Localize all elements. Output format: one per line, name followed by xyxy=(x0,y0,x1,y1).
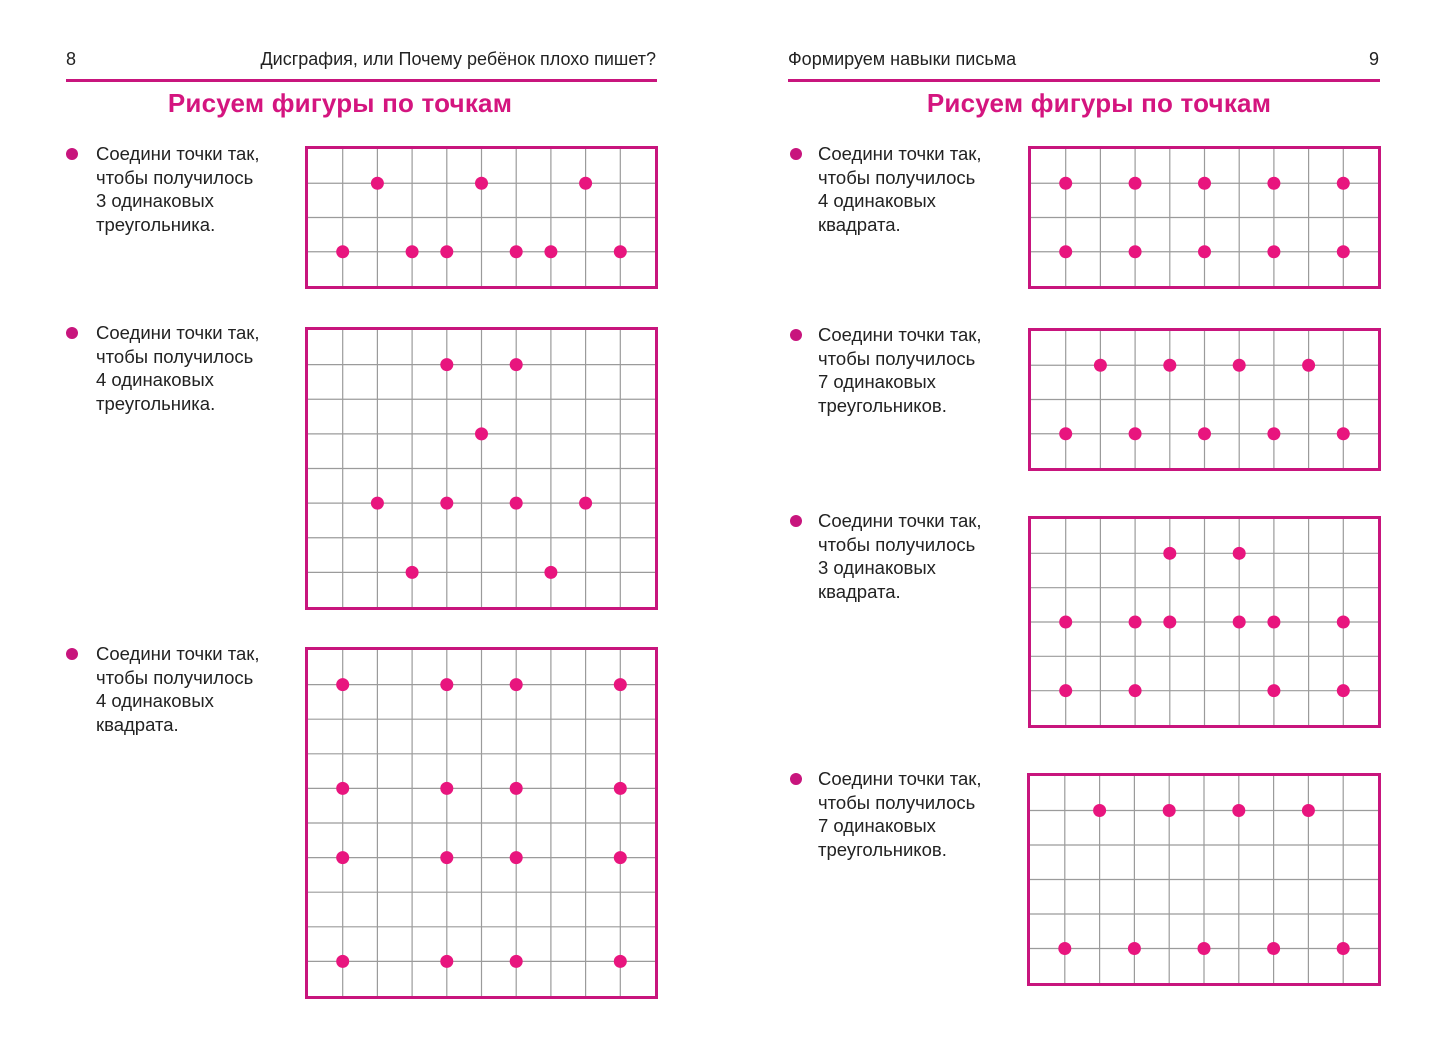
grid-dot[interactable] xyxy=(1267,684,1280,697)
grid-dot[interactable] xyxy=(1233,616,1246,629)
task-line: Соедини точки так, xyxy=(818,143,982,164)
task-line: 4 одинаковых xyxy=(96,690,214,711)
task-line: 4 одинаковых xyxy=(96,369,214,390)
task-line: 3 одинаковых xyxy=(818,557,936,578)
grid-dot[interactable] xyxy=(510,782,523,795)
grid-dot[interactable] xyxy=(614,782,627,795)
grid-dot[interactable] xyxy=(336,245,349,258)
task-bullet xyxy=(790,515,802,527)
grid-canvas xyxy=(1031,519,1378,725)
grid-dot[interactable] xyxy=(510,955,523,968)
task-bullet xyxy=(66,148,78,160)
page-title: Рисуем фигуры по точкам xyxy=(167,88,513,118)
grid-dot[interactable] xyxy=(1163,547,1176,560)
task-line: треугольника. xyxy=(96,392,216,414)
right-page xyxy=(722,0,1445,1051)
task-instructions xyxy=(96,321,260,415)
task-line: Соедини точки так, xyxy=(818,510,982,531)
task-line: 3 одинаковых xyxy=(96,190,214,211)
task-line: 4 одинаковых xyxy=(818,190,936,211)
task-line: Соедини точки так, xyxy=(818,324,982,345)
grid-dot[interactable] xyxy=(1059,177,1072,190)
task-line: треугольников. xyxy=(818,838,947,860)
task-instructions xyxy=(818,142,982,236)
task-line: Соедини точки так, xyxy=(96,143,260,164)
grid-dot[interactable] xyxy=(1337,616,1350,629)
grid-dot[interactable] xyxy=(336,678,349,691)
grid-dot[interactable] xyxy=(1129,427,1142,440)
task-line: чтобы получилось xyxy=(818,791,976,813)
dot-grid[interactable] xyxy=(1028,146,1381,289)
task-bullet xyxy=(790,773,802,785)
grid-dot[interactable] xyxy=(336,782,349,795)
task-line: Соедини точки так, xyxy=(96,322,260,343)
task-line: квадрата. xyxy=(96,713,179,735)
grid-canvas xyxy=(308,650,655,996)
grid-dot[interactable] xyxy=(1233,547,1246,560)
grid-dot[interactable] xyxy=(1059,616,1072,629)
grid-dot[interactable] xyxy=(440,678,453,691)
grid-dot[interactable] xyxy=(1128,942,1141,955)
grid-dot[interactable] xyxy=(440,358,453,371)
dot-grid[interactable] xyxy=(1028,328,1381,471)
grid-dot[interactable] xyxy=(1129,684,1142,697)
page-title: Рисуем фигуры по точкам xyxy=(926,88,1272,118)
grid-dot[interactable] xyxy=(614,851,627,864)
page-number: 8 xyxy=(66,49,77,69)
grid-dot[interactable] xyxy=(544,245,557,258)
task-line: чтобы получилось xyxy=(818,533,976,555)
dot-grid[interactable] xyxy=(305,647,658,999)
dot-grid[interactable] xyxy=(305,327,658,610)
grid-dot[interactable] xyxy=(1337,177,1350,190)
grid-dot[interactable] xyxy=(1058,942,1071,955)
grid-dot[interactable] xyxy=(1059,245,1072,258)
task-line: Соедини точки так, xyxy=(96,643,260,664)
task-line: чтобы получилось xyxy=(96,166,254,188)
grid-dot[interactable] xyxy=(510,497,523,510)
grid-dot[interactable] xyxy=(440,245,453,258)
grid-dot[interactable] xyxy=(510,851,523,864)
left-page xyxy=(0,0,722,1051)
grid-dot[interactable] xyxy=(579,497,592,510)
grid-dot[interactable] xyxy=(1198,942,1211,955)
grid-dot[interactable] xyxy=(614,955,627,968)
task-bullet xyxy=(790,329,802,341)
grid-dot[interactable] xyxy=(579,177,592,190)
grid-dot[interactable] xyxy=(1198,177,1211,190)
grid-dot[interactable] xyxy=(1198,427,1211,440)
grid-dot[interactable] xyxy=(475,177,488,190)
grid-dot[interactable] xyxy=(544,566,557,579)
grid-dot[interactable] xyxy=(1302,804,1315,817)
grid-dot[interactable] xyxy=(1059,427,1072,440)
task-line: Соедини точки так, xyxy=(818,768,982,789)
dot-grid[interactable] xyxy=(305,146,658,289)
grid-dot[interactable] xyxy=(406,245,419,258)
task-line: квадрата. xyxy=(818,213,901,235)
page-number: 9 xyxy=(1368,49,1379,69)
task-line: треугольников. xyxy=(818,394,947,416)
grid-canvas xyxy=(1031,149,1378,286)
grid-canvas xyxy=(308,330,655,607)
running-header: Дисграфия, или Почему ребёнок плохо пишет? xyxy=(260,49,656,69)
grid-dot[interactable] xyxy=(1337,245,1350,258)
task-line: треугольника. xyxy=(96,213,216,235)
grid-dot[interactable] xyxy=(1129,177,1142,190)
task-instructions xyxy=(96,142,260,236)
grid-dot[interactable] xyxy=(1337,942,1350,955)
grid-dot[interactable] xyxy=(1302,359,1315,372)
task-instructions xyxy=(818,509,982,603)
dot-grid[interactable] xyxy=(1028,516,1381,728)
grid-dot[interactable] xyxy=(1163,359,1176,372)
grid-dot[interactable] xyxy=(440,955,453,968)
grid-dot[interactable] xyxy=(1093,804,1106,817)
grid-dot[interactable] xyxy=(371,177,384,190)
grid-dot[interactable] xyxy=(1198,245,1211,258)
dot-grid[interactable] xyxy=(1027,773,1381,986)
grid-dot[interactable] xyxy=(1129,245,1142,258)
grid-dot[interactable] xyxy=(510,678,523,691)
grid-dot[interactable] xyxy=(475,427,488,440)
task-bullet xyxy=(790,148,802,160)
task-instructions xyxy=(818,767,982,861)
grid-dot[interactable] xyxy=(1267,177,1280,190)
running-header: Формируем навыки письма xyxy=(788,49,1017,69)
task-line: 7 одинаковых xyxy=(818,371,936,392)
grid-dot[interactable] xyxy=(1267,245,1280,258)
task-line: чтобы получилось xyxy=(818,347,976,369)
grid-dot[interactable] xyxy=(1267,942,1280,955)
grid-dot[interactable] xyxy=(614,678,627,691)
task-bullet xyxy=(66,327,78,339)
grid-dot[interactable] xyxy=(1059,684,1072,697)
grid-dot[interactable] xyxy=(440,851,453,864)
header-rule xyxy=(66,79,657,82)
grid-canvas xyxy=(1030,776,1378,983)
grid-dot[interactable] xyxy=(1094,359,1107,372)
grid-dot[interactable] xyxy=(1232,804,1245,817)
task-bullet xyxy=(66,648,78,660)
grid-dot[interactable] xyxy=(406,566,419,579)
task-line: 7 одинаковых xyxy=(818,815,936,836)
grid-dot[interactable] xyxy=(614,245,627,258)
grid-dot[interactable] xyxy=(510,245,523,258)
grid-canvas xyxy=(308,149,655,286)
task-line: квадрата. xyxy=(818,580,901,602)
task-line: чтобы получилось xyxy=(96,666,254,688)
grid-dot[interactable] xyxy=(440,782,453,795)
task-instructions xyxy=(96,642,260,736)
grid-dot[interactable] xyxy=(1163,616,1176,629)
grid-dot[interactable] xyxy=(336,955,349,968)
grid-canvas xyxy=(1031,331,1378,468)
grid-dot[interactable] xyxy=(336,851,349,864)
grid-dot[interactable] xyxy=(1129,616,1142,629)
grid-dot[interactable] xyxy=(510,358,523,371)
grid-dot[interactable] xyxy=(371,497,384,510)
grid-dot[interactable] xyxy=(1267,427,1280,440)
header-rule xyxy=(788,79,1380,82)
grid-dot[interactable] xyxy=(1267,616,1280,629)
task-instructions xyxy=(818,323,982,417)
grid-dot[interactable] xyxy=(1337,684,1350,697)
task-line: чтобы получилось xyxy=(818,166,976,188)
grid-dot[interactable] xyxy=(1163,804,1176,817)
grid-dot[interactable] xyxy=(1233,359,1246,372)
task-line: чтобы получилось xyxy=(96,345,254,367)
grid-dot[interactable] xyxy=(440,497,453,510)
grid-dot[interactable] xyxy=(1337,427,1350,440)
